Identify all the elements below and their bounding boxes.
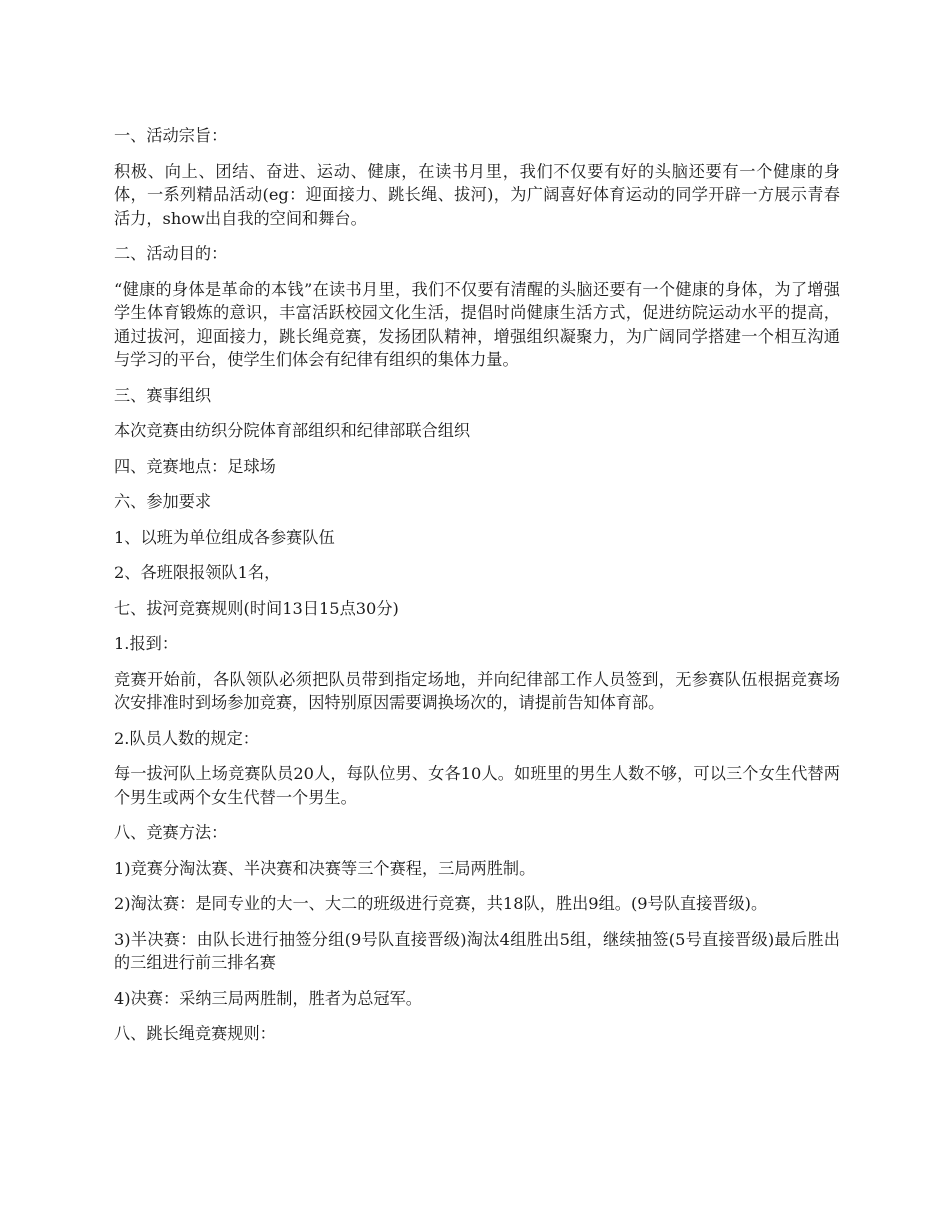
method-item-4: 4)决赛：采纳三局两胜制，胜者为总冠军。 — [114, 988, 422, 1008]
heading-activity-purpose: 一、活动宗旨： — [114, 126, 228, 145]
method-item-3: 3)半决赛：由队长进行抽签分组(9号队直接晋级)淘汰4组胜出5组，继续抽签(5号直接晋级)最后胜出的三组进行前三排名赛 — [114, 929, 840, 972]
heading-venue: 四、竞赛地点：足球场 — [114, 456, 276, 476]
requirement-item-2: 2、各班限报领队1名， — [114, 563, 281, 582]
heading-long-rope-rules: 八、跳长绳竞赛规则： — [114, 1024, 276, 1043]
subheading-team-size: 2.队员人数的规定： — [114, 728, 259, 748]
heading-competition-method: 八、竞赛方法： — [114, 823, 228, 842]
paragraph-activity-goal: “健康的身体是革命的本钱”在读书月里，我们不仅要有清醒的头脑还要有一个健康的身体，为了增强学生体育锻炼的意识，丰富活跃校园文化生活，提倡时尚健康生活方式，促进纺院运动水平的提高，通过拔河，迎面接力，跳长绳竞赛，发扬团队精神，增强组织凝聚力，为广阔同学搭建一个相互沟通与学习的平台，使学生们体会有纪律有组织的集体力量。 — [114, 279, 840, 369]
heading-participation-requirements: 六、参加要求 — [114, 492, 212, 511]
method-item-1: 1)竞赛分淘汰赛、半决赛和决赛等三个赛程，三局两胜制。 — [114, 858, 536, 878]
heading-event-organization: 三、赛事组织 — [114, 385, 212, 405]
requirement-item-1: 1、以班为单位组成各参赛队伍 — [114, 527, 335, 547]
paragraph-activity-purpose: 积极、向上、团结、奋进、运动、健康，在读书月里，我们不仅要有好的头脑还要有一个健康的身体，一系列精品活动(eg：迎面接力、跳长绳、拔河)，为广阔喜好体育运动的同学开辟一方展示青春活力，show出自我的空间和舞台。 — [114, 161, 840, 228]
paragraph-check-in: 竞赛开始前，各队领队必须把队员带到指定场地，并向纪律部工作人员签到，无参赛队伍根据竞赛场次安排准时到场参加竞赛，因特别原因需要调换场次的，请提前告知体育部。 — [114, 669, 840, 712]
heading-activity-goal: 二、活动目的： — [114, 244, 228, 263]
document-body — [114, 124, 840, 1058]
method-item-2: 2)淘汰赛：是同专业的大一、大二的班级进行竞赛，共18队，胜出9组。(9号队直接晋级)。 — [114, 894, 768, 913]
subheading-check-in: 1.报到： — [114, 634, 179, 653]
paragraph-event-organization: 本次竞赛由纺织分院体育部组织和纪律部联合组织 — [114, 421, 471, 440]
paragraph-team-size: 每一拔河队上场竞赛队员20人，每队位男、女各10人。如班里的男生人数不够，可以三个女生代替两个男生或两个女生代替一个男生。 — [114, 764, 840, 807]
heading-tug-of-war-rules: 七、拔河竞赛规则(时间13日15点30分) — [114, 598, 399, 618]
